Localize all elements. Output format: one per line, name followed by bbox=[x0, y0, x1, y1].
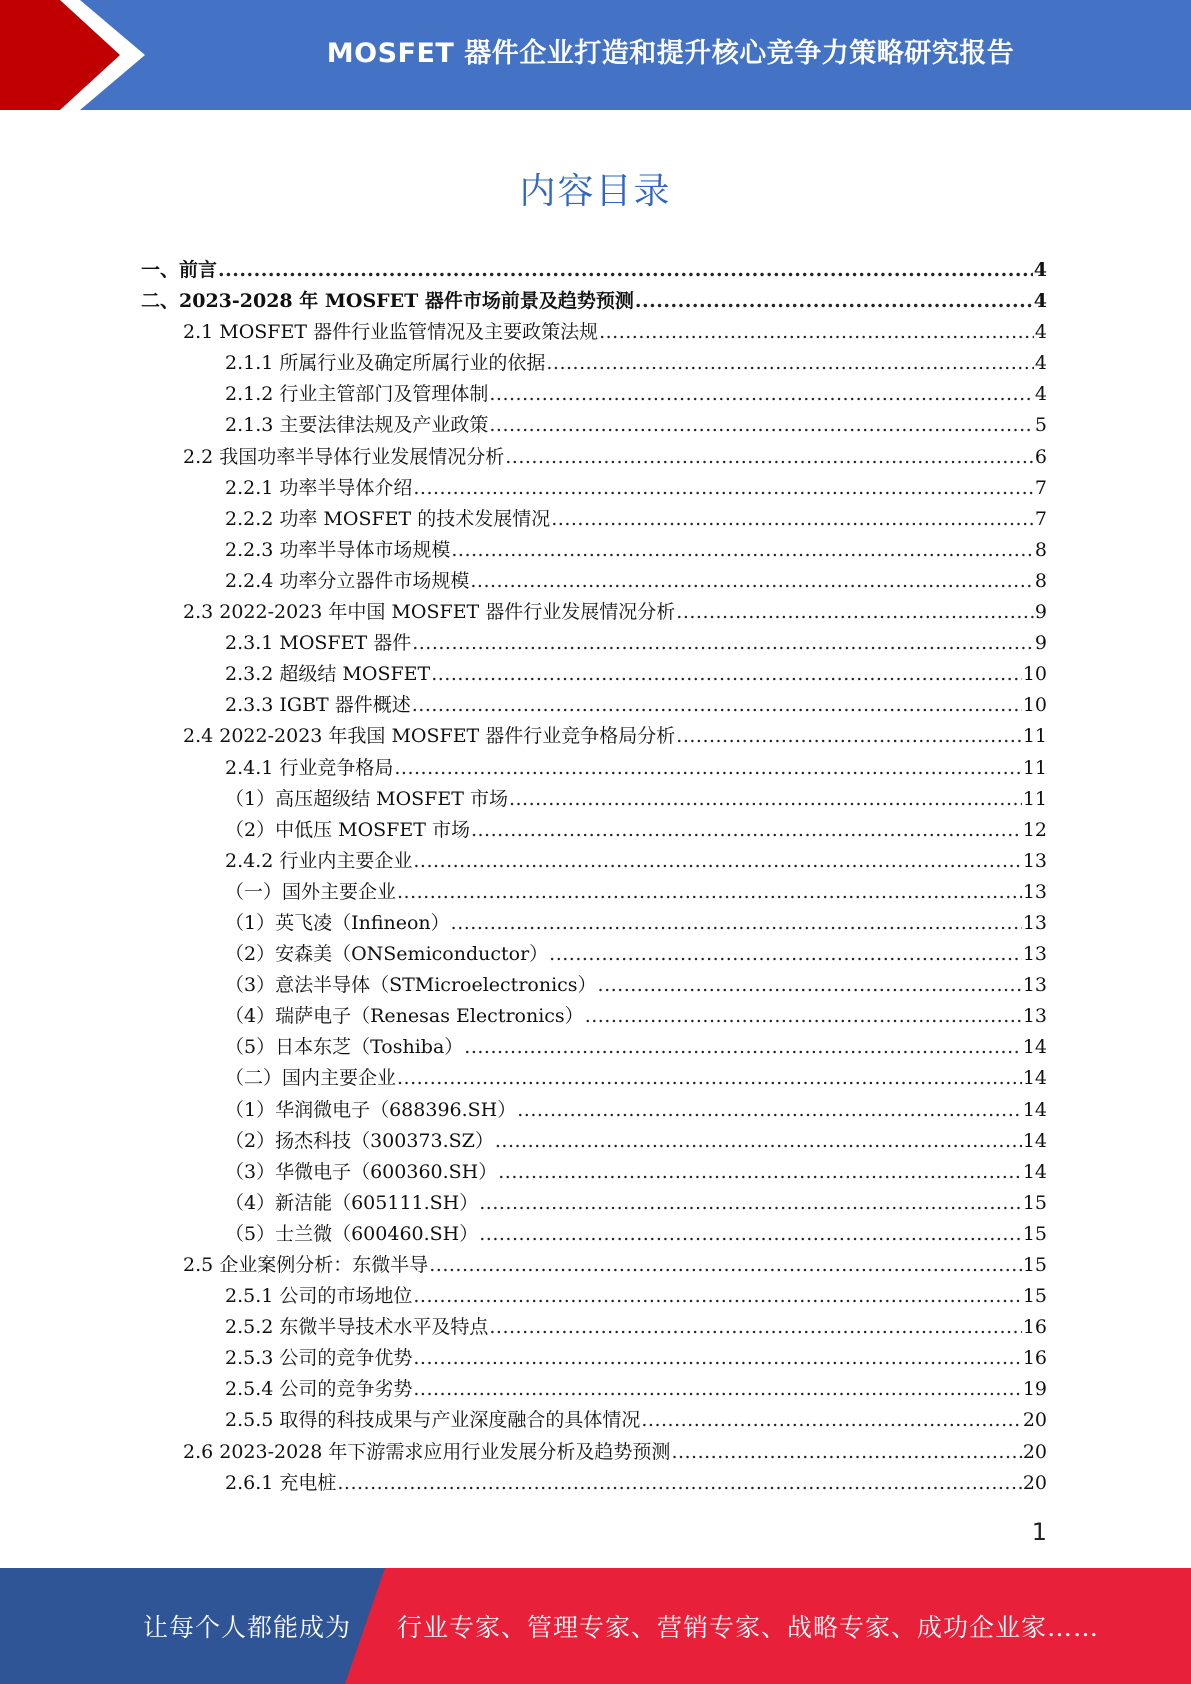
toc-entry-label: （1）英飞凌（Infineon） bbox=[225, 911, 450, 934]
page-header bbox=[0, 0, 1191, 110]
toc-entry-page: 16 bbox=[1022, 1347, 1047, 1370]
toc-entry-label: 2.2.2 功率 MOSFET 的技术发展情况 bbox=[225, 507, 551, 530]
toc-entry[interactable] bbox=[0, 877, 1191, 908]
toc-entry-page: 11 bbox=[1022, 725, 1047, 748]
toc-entry-page: 13 bbox=[1022, 849, 1047, 872]
toc-entry-label: （1）华润微电子（688396.SH） bbox=[225, 1098, 517, 1121]
toc-entry[interactable] bbox=[0, 1157, 1191, 1188]
toc-entry-label: 2.2.3 功率半导体市场规模 bbox=[225, 538, 451, 561]
toc-entry[interactable] bbox=[0, 348, 1191, 379]
page-number: 1 bbox=[1031, 1518, 1047, 1546]
toc-entry-page: 9 bbox=[1034, 601, 1047, 624]
toc-entry-label: 2.3.2 超级结 MOSFET bbox=[225, 663, 431, 686]
toc-entry-page: 11 bbox=[1022, 756, 1047, 779]
toc-leader-dots bbox=[546, 348, 1034, 379]
toc-entry-page: 13 bbox=[1022, 1005, 1047, 1028]
toc-leader-dots bbox=[413, 1374, 1021, 1405]
toc-entry[interactable] bbox=[0, 1343, 1191, 1374]
toc-entry-page: 8 bbox=[1034, 538, 1047, 561]
toc-entry[interactable] bbox=[0, 410, 1191, 441]
toc-leader-dots bbox=[218, 255, 1033, 286]
toc-entry[interactable] bbox=[0, 1312, 1191, 1343]
toc-entry-page: 13 bbox=[1022, 880, 1047, 903]
toc-entry-label: （4）瑞萨电子（Renesas Electronics） bbox=[225, 1005, 584, 1028]
toc-entry-label: 2.1.1 所属行业及确定所属行业的依据 bbox=[225, 352, 546, 375]
toc-entry-label: 2.2.1 功率半导体介绍 bbox=[225, 476, 413, 499]
toc-leader-dots bbox=[517, 1095, 1022, 1126]
page-footer bbox=[0, 1568, 1191, 1684]
toc-leader-dots bbox=[479, 1188, 1022, 1219]
toc-entry-label: （3）意法半导体（STMicroelectronics） bbox=[225, 974, 597, 997]
toc-leader-dots bbox=[451, 908, 1022, 939]
toc-entry-label: 2.5.3 公司的竞争优势 bbox=[225, 1347, 413, 1370]
toc-entry[interactable] bbox=[0, 939, 1191, 970]
toc-entry[interactable] bbox=[0, 753, 1191, 784]
toc-entry-label: 2.2.4 功率分立器件市场规模 bbox=[225, 569, 470, 592]
toc-entry[interactable] bbox=[0, 1250, 1191, 1281]
toc-entry-page: 6 bbox=[1034, 445, 1047, 468]
toc-leader-dots bbox=[509, 784, 1022, 815]
toc-entry-page: 10 bbox=[1022, 663, 1047, 686]
toc-entry-label: 2.4 2022-2023 年我国 MOSFET 器件行业竞争格局分析 bbox=[183, 725, 676, 748]
toc-leader-dots bbox=[451, 535, 1034, 566]
toc-entry[interactable] bbox=[0, 815, 1191, 846]
toc-leader-dots bbox=[671, 1437, 1021, 1468]
toc-entry[interactable] bbox=[0, 970, 1191, 1001]
toc-leader-dots bbox=[585, 1001, 1022, 1032]
toc-leader-dots bbox=[489, 379, 1034, 410]
toc-entry-page: 15 bbox=[1022, 1254, 1047, 1276]
toc-entry[interactable] bbox=[0, 255, 1191, 286]
toc-entry[interactable] bbox=[0, 1063, 1191, 1094]
toc-entry[interactable] bbox=[0, 379, 1191, 410]
toc-entry-page: 9 bbox=[1034, 632, 1047, 655]
toc-leader-dots bbox=[471, 815, 1022, 846]
toc-entry[interactable] bbox=[0, 1032, 1191, 1063]
toc-entry-page: 15 bbox=[1022, 1285, 1047, 1308]
toc-entry-label: 2.4.2 行业内主要企业 bbox=[225, 849, 413, 872]
toc-leader-dots bbox=[549, 939, 1022, 970]
toc-entry[interactable] bbox=[0, 473, 1191, 504]
toc-entry[interactable] bbox=[0, 1188, 1191, 1219]
toc-entry[interactable] bbox=[0, 690, 1191, 721]
toc-leader-dots bbox=[412, 690, 1022, 721]
toc-entry-page: 4 bbox=[1034, 352, 1047, 375]
toc-leader-dots bbox=[431, 659, 1022, 690]
toc-leader-dots bbox=[495, 1126, 1022, 1157]
toc-entry-label: 2.4.1 行业竞争格局 bbox=[225, 756, 394, 779]
toc-entry-page: 4 bbox=[1034, 383, 1047, 406]
toc-entry-label: （3）华微电子（600360.SH） bbox=[225, 1160, 498, 1183]
toc-leader-dots bbox=[413, 1343, 1021, 1374]
toc-entry[interactable] bbox=[0, 846, 1191, 877]
table-of-contents bbox=[0, 255, 1191, 1499]
toc-entry-page: 8 bbox=[1034, 569, 1047, 592]
toc-leader-dots bbox=[397, 1063, 1022, 1094]
toc-entry-page: 4 bbox=[1033, 259, 1047, 281]
toc-entry-label: 2.5.4 公司的竞争劣势 bbox=[225, 1378, 413, 1401]
toc-entry-page: 14 bbox=[1022, 1160, 1047, 1183]
toc-entry-label: （5）士兰微（600460.SH） bbox=[225, 1222, 479, 1245]
toc-leader-dots bbox=[498, 1157, 1022, 1188]
toc-leader-dots bbox=[429, 1250, 1022, 1281]
toc-entry[interactable] bbox=[0, 1001, 1191, 1032]
toc-entry-page: 15 bbox=[1022, 1222, 1047, 1245]
toc-entry[interactable] bbox=[0, 597, 1191, 628]
toc-entry-page: 14 bbox=[1022, 1067, 1047, 1090]
toc-entry[interactable] bbox=[0, 442, 1191, 473]
toc-entry-label: （二）国内主要企业 bbox=[225, 1067, 397, 1090]
toc-entry-label: 2.6.1 充电桩 bbox=[225, 1471, 337, 1494]
toc-entry-page: 5 bbox=[1034, 414, 1047, 437]
toc-leader-dots bbox=[635, 286, 1033, 317]
toc-entry[interactable] bbox=[0, 1281, 1191, 1312]
toc-entry-page: 7 bbox=[1034, 476, 1047, 499]
toc-entry[interactable] bbox=[0, 1126, 1191, 1157]
toc-entry-label: （5）日本东芝（Toshiba） bbox=[225, 1036, 464, 1059]
toc-entry[interactable] bbox=[0, 721, 1191, 752]
toc-entry[interactable] bbox=[0, 566, 1191, 597]
toc-entry[interactable] bbox=[0, 1437, 1191, 1468]
toc-leader-dots bbox=[394, 753, 1021, 784]
toc-entry-page: 13 bbox=[1022, 911, 1047, 934]
toc-leader-dots bbox=[676, 597, 1034, 628]
toc-entry[interactable] bbox=[0, 784, 1191, 815]
toc-entry-label: 2.5.2 东微半导技术水平及特点 bbox=[225, 1316, 489, 1339]
toc-leader-dots bbox=[489, 410, 1034, 441]
toc-entry-page: 14 bbox=[1022, 1036, 1047, 1059]
toc-leader-dots bbox=[412, 628, 1034, 659]
toc-entry[interactable] bbox=[0, 1468, 1191, 1499]
toc-entry[interactable] bbox=[0, 535, 1191, 566]
toc-entry-page: 4 bbox=[1033, 290, 1047, 313]
toc-entry-label: （2）中低压 MOSFET 市场 bbox=[225, 818, 470, 841]
toc-entry-page: 12 bbox=[1022, 818, 1047, 841]
toc-entry-page: 20 bbox=[1022, 1409, 1047, 1432]
toc-entry-label: 2.3.3 IGBT 器件概述 bbox=[225, 694, 411, 717]
toc-entry-label: 2.5 企业案例分析：东微半导 bbox=[183, 1254, 429, 1276]
toc-entry-label: （1）高压超级结 MOSFET 市场 bbox=[225, 787, 508, 810]
toc-leader-dots bbox=[641, 1405, 1021, 1436]
toc-entry-label: 一、前言 bbox=[141, 259, 218, 281]
toc-entry-page: 20 bbox=[1022, 1440, 1047, 1463]
toc-entry[interactable] bbox=[0, 286, 1191, 317]
toc-entry-page: 4 bbox=[1034, 321, 1047, 344]
toc-leader-dots bbox=[464, 1032, 1022, 1063]
toc-entry-page: 13 bbox=[1022, 943, 1047, 966]
toc-entry-label: 二、2023-2028 年 MOSFET 器件市场前景及趋势预测 bbox=[141, 290, 634, 313]
toc-entry[interactable] bbox=[0, 504, 1191, 535]
toc-leader-dots bbox=[397, 877, 1022, 908]
toc-leader-dots bbox=[470, 566, 1034, 597]
toc-leader-dots bbox=[413, 473, 1034, 504]
toc-entry[interactable] bbox=[0, 317, 1191, 348]
toc-entry-page: 11 bbox=[1022, 787, 1047, 810]
toc-entry[interactable] bbox=[0, 1405, 1191, 1436]
toc-entry-page: 19 bbox=[1022, 1378, 1047, 1401]
toc-entry-page: 16 bbox=[1022, 1316, 1047, 1339]
toc-leader-dots bbox=[413, 1281, 1021, 1312]
toc-entry-label: 2.1 MOSFET 器件行业监管情况及主要政策法规 bbox=[183, 321, 599, 344]
toc-heading: 内容目录 bbox=[519, 171, 672, 212]
toc-entry-label: （2）扬杰科技（300373.SZ） bbox=[225, 1129, 494, 1152]
toc-entry-label: （4）新洁能（605111.SH） bbox=[225, 1191, 479, 1214]
toc-entry-label: 2.1.2 行业主管部门及管理体制 bbox=[225, 383, 489, 406]
toc-entry-label: 2.6 2023-2028 年下游需求应用行业发展分析及趋势预测 bbox=[183, 1440, 671, 1463]
toc-leader-dots bbox=[551, 504, 1034, 535]
toc-entry-page: 15 bbox=[1022, 1191, 1047, 1214]
toc-leader-dots bbox=[337, 1468, 1021, 1499]
toc-entry[interactable] bbox=[0, 1095, 1191, 1126]
toc-entry-page: 13 bbox=[1022, 974, 1047, 997]
toc-entry[interactable] bbox=[0, 659, 1191, 690]
toc-entry-label: （一）国外主要企业 bbox=[225, 880, 397, 903]
toc-leader-dots bbox=[599, 317, 1034, 348]
toc-entry-page: 7 bbox=[1034, 507, 1047, 530]
toc-entry-page: 14 bbox=[1022, 1098, 1047, 1121]
report-title: MOSFET 器件企业打造和提升核心竞争力策略研究报告 bbox=[326, 37, 1015, 69]
toc-leader-dots bbox=[676, 721, 1022, 752]
toc-leader-dots bbox=[505, 442, 1034, 473]
footer-slogan-left: 让每个人都能成为 bbox=[143, 1613, 352, 1642]
toc-entry-label: 2.5.1 公司的市场地位 bbox=[225, 1285, 413, 1308]
toc-entry-page: 10 bbox=[1022, 694, 1047, 717]
toc-leader-dots bbox=[479, 1219, 1022, 1250]
toc-entry-label: 2.1.3 主要法律法规及产业政策 bbox=[225, 414, 489, 437]
toc-entry[interactable] bbox=[0, 1219, 1191, 1250]
toc-entry-page: 14 bbox=[1022, 1129, 1047, 1152]
toc-leader-dots bbox=[598, 970, 1022, 1001]
toc-entry[interactable] bbox=[0, 908, 1191, 939]
toc-entry[interactable] bbox=[0, 1374, 1191, 1405]
toc-entry-label: 2.3 2022-2023 年中国 MOSFET 器件行业发展情况分析 bbox=[183, 601, 676, 624]
toc-entry-label: （2）安森美（ONSemiconductor） bbox=[225, 943, 549, 966]
toc-entry-label: 2.5.5 取得的科技成果与产业深度融合的具体情况 bbox=[225, 1409, 641, 1432]
toc-entry-label: 2.2 我国功率半导体行业发展情况分析 bbox=[183, 445, 505, 468]
toc-entry-label: 2.3.1 MOSFET 器件 bbox=[225, 632, 412, 655]
footer-slogan-right: 行业专家、管理专家、营销专家、战略专家、成功企业家…… bbox=[397, 1613, 1100, 1642]
toc-entry-page: 20 bbox=[1022, 1471, 1047, 1494]
toc-entry[interactable] bbox=[0, 628, 1191, 659]
toc-leader-dots bbox=[413, 846, 1021, 877]
toc-leader-dots bbox=[489, 1312, 1021, 1343]
